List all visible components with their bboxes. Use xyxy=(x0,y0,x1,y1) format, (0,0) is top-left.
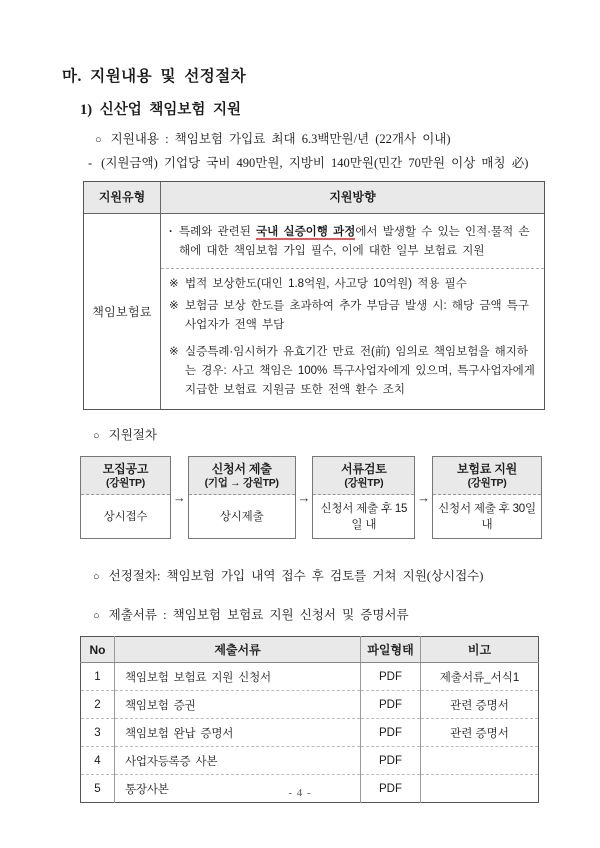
flow-step-title: 모집공고 xyxy=(102,462,149,476)
flow-step-header xyxy=(189,457,295,495)
flow-step-review xyxy=(312,456,415,539)
support-amount-text: (지원금액) 기업당 국비 490만원, 지방비 140만원(민간 70만원 이상 매칭 必) xyxy=(101,156,529,170)
page-number: - 4 - xyxy=(288,787,312,799)
main-text-pre: 특례와 관련된 xyxy=(179,226,257,238)
circle-bullet-icon: ○ xyxy=(93,610,100,622)
cell-filetype: PDF xyxy=(361,663,421,691)
circle-bullet-icon: ○ xyxy=(93,571,100,583)
cell-filetype: PDF xyxy=(361,775,421,803)
flow-step-subtitle: (강원TP) xyxy=(106,477,145,489)
cell-no: 1 xyxy=(94,670,101,683)
flow-step-subtitle: (강원TP) xyxy=(467,477,507,489)
subsection-title: 1) 신산업 책임보험 지원 xyxy=(80,102,242,118)
support-main-text xyxy=(179,223,536,261)
circle-bullet-icon: ○ xyxy=(93,430,100,442)
support-notes-section xyxy=(161,268,544,409)
support-amount-line xyxy=(88,155,600,172)
cell-filetype: PDF xyxy=(361,747,421,775)
cell-document: 책임보험 보험료 지원 신청서 xyxy=(115,663,361,691)
selection-text: 선정절차: 책임보험 가입 내역 접수 후 검토를 거쳐 지원(상시접수) xyxy=(108,569,484,583)
cell-remarks: 제출서류_서식1 xyxy=(421,663,539,691)
flow-step-header xyxy=(433,457,541,495)
flow-step-subtitle: (강원TP) xyxy=(344,477,384,489)
column-header-filetype: 파일형태 xyxy=(361,637,421,663)
main-text-post: 에서 발생할 수 있는 인적·물적 손해에 대한 책임보험 가입 필수, 이에 대한 일부 보험료 지원 xyxy=(179,226,530,257)
flow-step-title: 서류검토 xyxy=(341,462,387,476)
reference-mark-icon: ※ xyxy=(169,300,179,312)
flow-step-announcement xyxy=(80,456,171,539)
cell-remarks xyxy=(421,747,539,775)
dot-bullet-icon: · xyxy=(169,226,173,238)
flow-step-header xyxy=(313,457,414,495)
cell-document: 책임보험 완납 증명서 xyxy=(115,719,361,747)
procedure-heading-text: 지원절차 xyxy=(108,428,157,442)
cell-document: 사업자등록증 사본 xyxy=(115,747,361,775)
flow-step-header xyxy=(81,457,170,495)
main-text-highlight: 국내 실증이행 과정 xyxy=(256,226,356,238)
note-item xyxy=(169,343,536,400)
cell-no: 5 xyxy=(81,775,115,803)
procedure-heading-line xyxy=(93,427,600,445)
note-text: 법적 보상한도(대인 1.8억원, 사고당 10억원) 적용 필수 xyxy=(185,278,467,290)
cell-no: 3 xyxy=(81,719,115,747)
support-table-header-type: 지원유형 xyxy=(84,182,161,214)
column-header-remarks: 비고 xyxy=(421,637,539,663)
flow-step-payment xyxy=(432,456,542,539)
table-row xyxy=(81,747,539,775)
section-title: 마. 지원내용 및 선정절차 xyxy=(62,68,247,85)
flow-step-body: 상시제출 xyxy=(219,510,264,523)
procedure-flow xyxy=(80,456,542,539)
column-header-document: 제출서류 xyxy=(115,637,361,663)
cell-remarks: 관련 증명서 xyxy=(421,719,539,747)
note-text: 실증특례·임시허가 유효기간 만료 전(前) 임의로 책임보험을 해지하는 경우: 사고 책임은 100% 특구사업자에게 있으며, 특구사업자에게 지급한 보험료 지원금 또한 전액 환수 조치 xyxy=(185,346,535,396)
cell-filetype: PDF xyxy=(361,691,421,719)
note-item xyxy=(169,297,536,335)
cell-document: 통장사본 xyxy=(115,775,361,803)
cell-document: 책임보험 증권 xyxy=(115,691,361,719)
support-main-item xyxy=(169,223,536,261)
cell-filetype: PDF xyxy=(361,719,421,747)
table-row xyxy=(81,691,539,719)
cell-no: 2 xyxy=(81,691,115,719)
flow-step-title: 신청서 제출 xyxy=(211,462,272,476)
support-content-line xyxy=(95,131,600,149)
dash-bullet-icon: - xyxy=(88,156,93,170)
right-arrow-icon: → xyxy=(297,490,311,505)
cell-no: 4 xyxy=(81,747,115,775)
cell-remarks: 관련 증명서 xyxy=(421,691,539,719)
flow-step-body: 신청서 제출 후 15일 내 xyxy=(320,502,408,531)
note-text: 보험금 보상 한도를 초과하여 추가 부담금 발생 시: 해당 금액 특구 사업자가 전액 부담 xyxy=(185,300,529,331)
support-content-text: 지원내용 : 책임보험 가입료 최대 6.3백만원/년 (22개사 이내) xyxy=(110,132,451,146)
right-arrow-icon: → xyxy=(172,490,186,505)
note-item xyxy=(169,275,536,294)
column-header-no: No xyxy=(81,637,115,663)
documents-table-header-row xyxy=(81,637,539,663)
support-table-row-label: 책임보험료 xyxy=(84,214,161,409)
support-main-section xyxy=(161,214,544,268)
table-row xyxy=(81,719,539,747)
flow-step-subtitle: (기업 → 강원TP) xyxy=(204,477,279,489)
flow-step-title: 보험료 지원 xyxy=(456,462,518,476)
circle-bullet-icon: ○ xyxy=(95,134,102,146)
table-row xyxy=(81,663,539,691)
support-table-header-direction: 지원방향 xyxy=(161,182,544,214)
flow-step-body: 상시접수 xyxy=(103,510,148,523)
support-table xyxy=(83,181,545,410)
flow-step-application xyxy=(188,456,296,539)
flow-step-body: 신청서 제출 후 30일 내 xyxy=(438,502,536,531)
support-table-body xyxy=(161,214,544,409)
right-arrow-icon: → xyxy=(417,490,431,505)
selection-line xyxy=(93,568,600,586)
reference-mark-icon: ※ xyxy=(169,278,179,290)
documents-heading-text: 제출서류 : 책임보험 보험료 지원 신청서 및 증명서류 xyxy=(108,608,409,622)
documents-table xyxy=(80,636,539,803)
reference-mark-icon: ※ xyxy=(169,346,179,358)
documents-heading-line xyxy=(93,607,600,625)
